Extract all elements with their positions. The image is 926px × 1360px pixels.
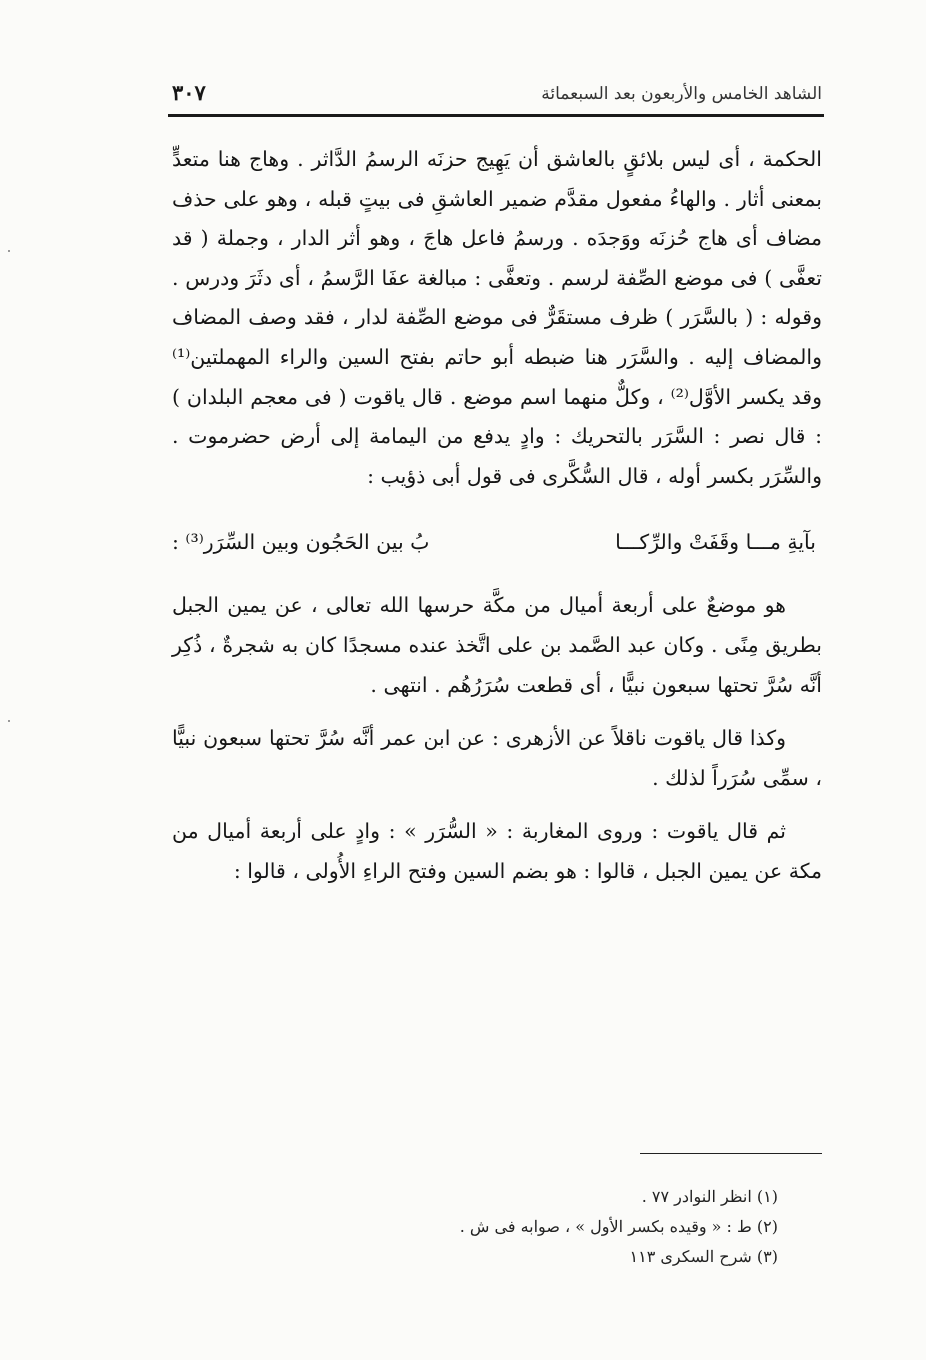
poetry-verse (172, 522, 818, 562)
page-number: ٣٠٧ (172, 80, 206, 105)
footnote-1: (١) انظر النوادر ٧٧ . (641, 1187, 778, 1206)
text-line: سبعون نبيًّا ، سمِّى سُرَراً لذلك . (172, 726, 822, 790)
text-line: هنا متعدٍّ بمعنى أثار . والهاءُ مفعول مقدَّم ضمير العاشقِ فى بيتٍ قبله ، (172, 147, 822, 211)
paragraph-4 (172, 812, 822, 891)
footnote-2: (٢) ط : « وقيده بكسر الأول » ، صوابه فى ش . (459, 1217, 778, 1236)
verse-second-half: بُ بين الحَجُون وبين السِّرَر⁽³⁾ : (172, 530, 430, 555)
text-line: ثم قال ياقوت : وروى المغاربة : « السُّرَر » : وادٍ على أربعة أميال من (172, 819, 786, 844)
text-line: وادٍ يدفع من اليمامة إلى أرض حضرموت . والسِّرَر بكسر أوله ، قال السُّكَّرى (172, 424, 822, 488)
text-line: الجبل بطريق مِنًى . وكان عبد الصَّمد بن على اتَّخذ عنده مسجدًا كان (172, 593, 822, 657)
scan-speck (8, 250, 10, 252)
header-rule (168, 114, 824, 117)
text-line: هو موضعٌ على أربعة أميال من مكَّة حرسها الله تعالى ، عن يمين (227, 593, 786, 618)
running-title: الشاهد الخامس والأربعون بعد السبعمائة (541, 84, 822, 104)
text-line: مكة عن يمين الجبل ، قالوا : هو بضم السين وفتح الراءِ الأُولى ، قالوا : (233, 858, 822, 883)
text-line: فى قول أبى ذؤيب : (367, 463, 536, 488)
page-header (170, 78, 822, 112)
text-line: عفَا الرَّسمُ ، أى دثَرَ ودرس . وقوله : ( بالسَّرَر ) ظرف مستقَرٌّ فى موضع (172, 265, 822, 330)
paragraph-1 (172, 140, 822, 496)
main-text (172, 140, 822, 892)
text-line: أبو حاتم بفتح السين والراء المهملتين⁽¹⁾ وقد يكسر الأوَّل⁽²⁾ ، وكلٌّ منهما (172, 344, 822, 409)
paragraph-3 (172, 719, 822, 798)
text-line: اسم موضع . قال ياقوت ( فى معجم البلدان ) : قال نصر : السَّرَر بالتحريك : (172, 384, 822, 449)
text-line: وهو على حذف مضاف أى هاج حُزنَه ووَجدَه . ورسمُ فاعل هاجَ ، وهو (172, 186, 822, 251)
verse-first-half: بآيةِ مـــا وقَفَتْ والرِّكـــا (615, 530, 816, 555)
footnote-3: (٣) شرح السكرى ١١٣ (629, 1247, 778, 1266)
paragraph-2 (172, 586, 822, 705)
text-line: الصِّفة لدار ، فقد وصف المضاف والمضاف إليه . والسَّرَر هنا ضبطه (172, 305, 822, 369)
text-line: الحكمة ، أى ليس بلائقٍ بالعاشق أن يَهِيج حزنَه الرسمُ الدَّاثر . وهاج (248, 147, 822, 171)
footnote-separator (640, 1153, 822, 1154)
text-line: به شجرةٌ ، ذُكِر أنَّه سُرَّ تحتها سبعون نبيًّا ، أى قطعت سُرَرُهُم . انتهى . (172, 632, 822, 697)
scan-speck (8, 720, 10, 722)
text-line: أثر الدار ، وجملة ( قد تعفَّى ) فى موضع الصِّفة لرسم . وتعفَّى : مبالغة (172, 226, 822, 290)
text-line: وكذا قال ياقوت ناقلاً عن الأزهرى : عن ابن عمر أنَّه سُرَّ تحتها (268, 726, 786, 751)
footnotes (258, 1182, 778, 1272)
